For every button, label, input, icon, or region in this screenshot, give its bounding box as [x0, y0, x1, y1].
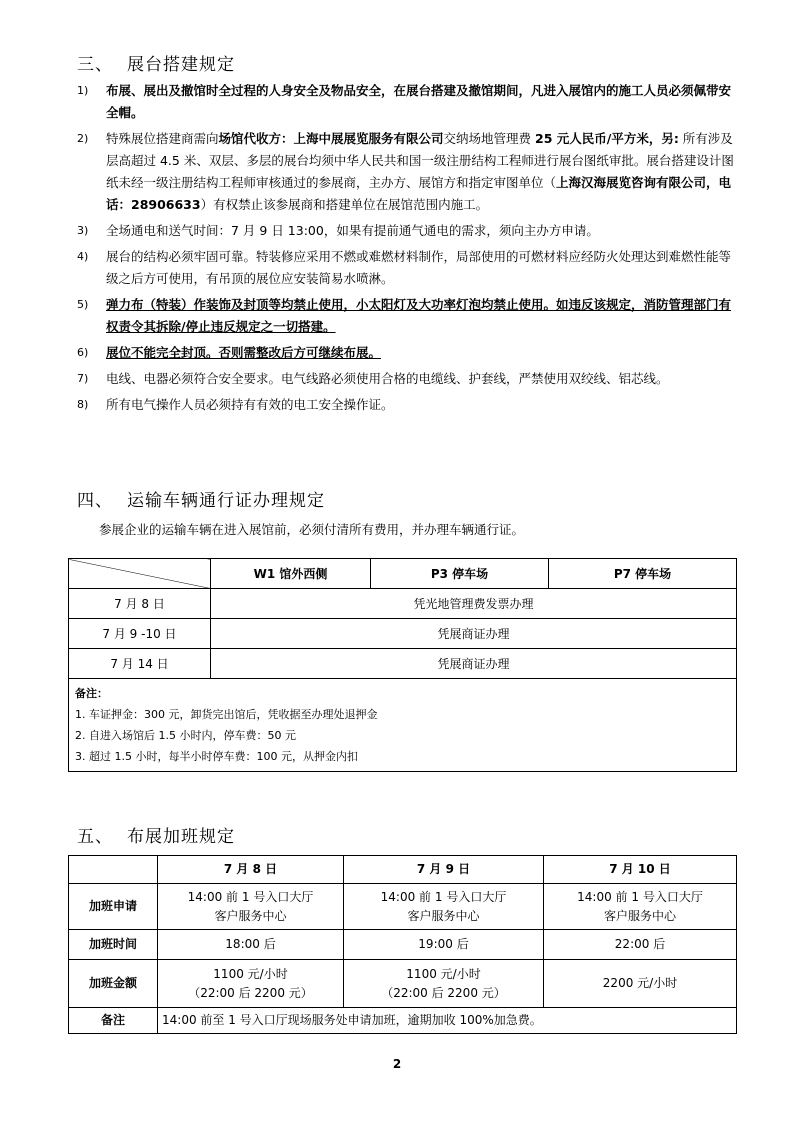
row-header: 加班金额 — [69, 960, 158, 1008]
table-cell: 18:00 后 — [158, 930, 344, 960]
list-item-text: 展位不能完全封顶。否则需整改后方可继续布展。 — [106, 345, 382, 360]
overtime-table — [68, 855, 737, 1034]
row-date: 7 月 9 -10 日 — [69, 619, 211, 649]
list-item — [77, 394, 737, 416]
list-item-text: 所有涉及层高超过 4.5 米、双层、多层的展台均须中华人民共和国一级注册结构工程师进行展台图纸审批。展台搭建设计图纸未经一级注册结构工程师审核通过的参展商，主办方、展馆方和指定审图单位（ — [106, 131, 734, 190]
list-item-number: 3) — [77, 224, 89, 237]
cell-line: 14:00 前 1 号入口大厅 — [187, 889, 314, 904]
list-item-number: 4) — [77, 250, 89, 263]
row-method: 凭光地管理费发票办理 — [211, 589, 737, 619]
table-row — [69, 649, 737, 679]
table-cell: 19:00 后 — [344, 930, 544, 960]
cell-line: 1100 元/小时 — [406, 966, 481, 981]
cell-line: 客户服务中心 — [603, 908, 676, 923]
diagonal-header-cell — [69, 559, 211, 589]
table-row — [69, 619, 737, 649]
note-line: 1. 车证押金：300 元，卸货完出馆后，凭收据至办理处退押金 — [75, 708, 378, 721]
column-header: 7 月 10 日 — [544, 856, 737, 884]
list-item-text: 特殊展位搭建商需向 — [106, 131, 219, 146]
section-3-rules-list — [77, 80, 737, 420]
column-header: P3 停车场 — [371, 559, 549, 589]
section-3-number: 三、 — [77, 55, 113, 75]
table-row — [69, 589, 737, 619]
column-header: W1 馆外西侧 — [211, 559, 371, 589]
note-line: 2. 自进入场馆后 1.5 小时内，停车费：50 元 — [75, 729, 296, 742]
section-5-number: 五、 — [77, 827, 113, 847]
list-item-text: 场馆代收方：上海中展展览服务有限公司 — [218, 131, 444, 146]
column-header: 7 月 9 日 — [344, 856, 544, 884]
list-item — [77, 220, 737, 242]
table-cell — [344, 960, 544, 1008]
row-header: 加班时间 — [69, 930, 158, 960]
list-item-text: 展台的结构必须牢固可靠。特装修应采用不燃或难燃材料制作，局部使用的可燃材料应经防火处理达到难燃性能等级之后方可使用，有吊顶的展位应安装简易水喷淋。 — [106, 249, 732, 286]
row-header: 加班申请 — [69, 884, 158, 930]
table-row — [69, 1008, 737, 1034]
section-5-title: 布展加班规定 — [127, 827, 235, 847]
row-method: 凭展商证办理 — [211, 649, 737, 679]
list-item-number: 2) — [77, 132, 89, 145]
notes-title: 备注： — [75, 687, 108, 700]
list-item — [77, 128, 737, 216]
list-item-number: 5) — [77, 298, 89, 311]
table-cell: 22:00 后 — [544, 930, 737, 960]
cell-line: 客户服务中心 — [214, 908, 287, 923]
list-item-text: 电线、电器必须符合安全要求。电气线路必须使用合格的电缆线、护套线，严禁使用双绞线、铝芯线。 — [106, 371, 669, 386]
list-item-number: 7) — [77, 372, 89, 385]
section-4-title: 运输车辆通行证办理规定 — [127, 491, 325, 511]
section-3-title: 展台搭建规定 — [127, 55, 235, 75]
list-item — [77, 294, 737, 338]
section-3-heading — [77, 50, 235, 75]
list-item-text: 25 元人民币/平方米，另: — [535, 131, 679, 146]
list-item-text: ）有权禁止该参展商和搭建单位在展馆范围内施工。 — [200, 197, 489, 212]
section-4-heading — [77, 486, 325, 511]
cell-line: 14:00 前 1 号入口大厅 — [380, 889, 507, 904]
table-cell — [344, 884, 544, 930]
note-text: 14:00 前至 1 号入口厅现场服务处申请加班，逾期加收 100%加急费。 — [158, 1008, 737, 1034]
cell-line: （22:00 后 2200 元） — [381, 985, 506, 1000]
list-item — [77, 342, 737, 364]
column-header: 7 月 8 日 — [158, 856, 344, 884]
cell-line: 1100 元/小时 — [213, 966, 288, 981]
table-row — [69, 884, 737, 930]
table-cell: 2200 元/小时 — [544, 960, 737, 1008]
list-item-text: 所有电气操作人员必须持有有效的电工安全操作证。 — [106, 397, 394, 412]
row-date: 7 月 8 日 — [69, 589, 211, 619]
cell-line: 客户服务中心 — [407, 908, 480, 923]
list-item — [77, 246, 737, 290]
note-line: 3. 超过 1.5 小时，每半小时停车费：100 元，从押金内扣 — [75, 750, 358, 763]
notes-cell — [69, 679, 737, 772]
cell-line: 14:00 前 1 号入口大厅 — [577, 889, 703, 904]
list-item-text: 布展、展出及撤馆时全过程的人身安全及物品安全，在展台搭建及撤馆期间，凡进入展馆内的施工人员必须佩带安全帽。 — [106, 83, 732, 120]
list-item-text: 交纳场地管理费 — [443, 131, 536, 146]
section-5-heading — [77, 822, 235, 847]
table-row — [69, 960, 737, 1008]
table-cell — [544, 884, 737, 930]
list-item-number: 6) — [77, 346, 89, 359]
row-date: 7 月 14 日 — [69, 649, 211, 679]
table-row — [69, 930, 737, 960]
list-item — [77, 368, 737, 390]
page-number: 2 — [392, 1057, 402, 1071]
list-item — [77, 80, 737, 124]
row-header: 备注 — [69, 1008, 158, 1034]
list-item-number: 1) — [77, 84, 89, 97]
column-header: P7 停车场 — [549, 559, 737, 589]
row-method: 凭展商证办理 — [211, 619, 737, 649]
list-item-number: 8) — [77, 398, 89, 411]
section-4-number: 四、 — [77, 491, 113, 511]
list-item-text: 弹力布（特装）作装饰及封顶等均禁止使用，小太阳灯及大功率灯泡均禁止使用。如违反该规定，消防管理部门有权责令其拆除/停止违反规定之一切搭建。 — [106, 297, 732, 334]
cell-line: （22:00 后 2200 元） — [188, 985, 313, 1000]
list-item-text: 上海汉海展览咨询有限公司，电话：28906633 — [106, 175, 732, 212]
section-4-intro: 参展企业的运输车辆在进入展馆前，必须付清所有费用，并办理车辆通行证。 — [99, 522, 525, 537]
table-cell — [158, 960, 344, 1008]
table-cell — [158, 884, 344, 930]
vehicle-pass-table — [68, 558, 737, 772]
list-item-text: 全场通电和送气时间：7 月 9 日 13:00，如果有提前通气通电的需求，须向主办方申请。 — [106, 223, 599, 238]
corner-cell — [69, 856, 158, 884]
